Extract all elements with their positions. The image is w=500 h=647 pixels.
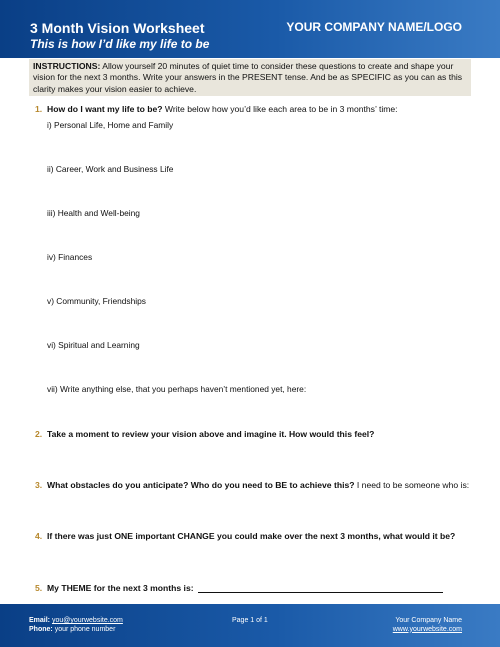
company-logo-placeholder: YOUR COMPANY NAME/LOGO [286,20,462,34]
phone-number: your phone number [54,625,116,633]
area-personal-life: i) Personal Life, Home and Family [47,120,174,130]
page-number: Page 1 of 1 [232,617,268,624]
theme-answer-line[interactable] [198,583,443,593]
area-career: ii) Career, Work and Business Life [47,164,174,174]
question-number: 1. [35,104,43,114]
question-number: 2. [35,429,43,439]
question-bold-text: What obstacles do you anticipate? Who do you need to BE to achieve this? [47,480,355,490]
phone-label: Phone: [29,625,53,633]
question-number: 4. [35,531,43,541]
instructions-box [29,59,471,96]
question-text: I need to be someone who is: [354,480,470,490]
website-link[interactable]: www.yourwebsite.com [392,625,462,633]
footer-banner [0,604,500,647]
email-label: Email: [29,617,51,624]
area-finances: iv) Finances [47,252,93,262]
question-bold-text: If there was just ONE important CHANGE you could make over the next 3 months, what would it be? [47,531,456,541]
area-spiritual: vi) Spiritual and Learning [47,340,140,350]
email-link[interactable]: you@yourwebsite.com [51,617,123,624]
contact-info [29,617,123,634]
header-banner [0,0,500,58]
instructions-text: Allow yourself 20 minutes of quiet time to consider these questions to create and shape your vision for the next 3 months. Write your answers in the PRESENT tense. And be as SPECIFIC as you can as this clarity makes your vision easier to achieve. [33,61,463,94]
question-text: Write below how you’d like each area to be in 3 months’ time: [162,104,398,114]
question-bold-text: My THEME for the next 3 months is: [47,583,194,593]
worksheet-subtitle: This is how I’d like my life to be [30,37,210,51]
area-health: iii) Health and Well-being [47,208,140,218]
question-bold-text: How do I want my life to be? [47,104,163,114]
instructions-label: INSTRUCTIONS: [33,61,101,71]
worksheet-title: 3 Month Vision Worksheet [30,20,205,36]
area-community: v) Community, Friendships [47,296,146,306]
area-anything-else: vii) Write anything else, that you perhaps haven’t mentioned yet, here: [47,384,307,394]
footer-company [393,617,462,634]
footer-company-name: Your Company Name [395,617,462,624]
question-number: 3. [35,480,43,490]
question-number: 5. [35,583,43,593]
question-bold-text: Take a moment to review your vision above and imagine it. How would this feel? [47,429,375,439]
